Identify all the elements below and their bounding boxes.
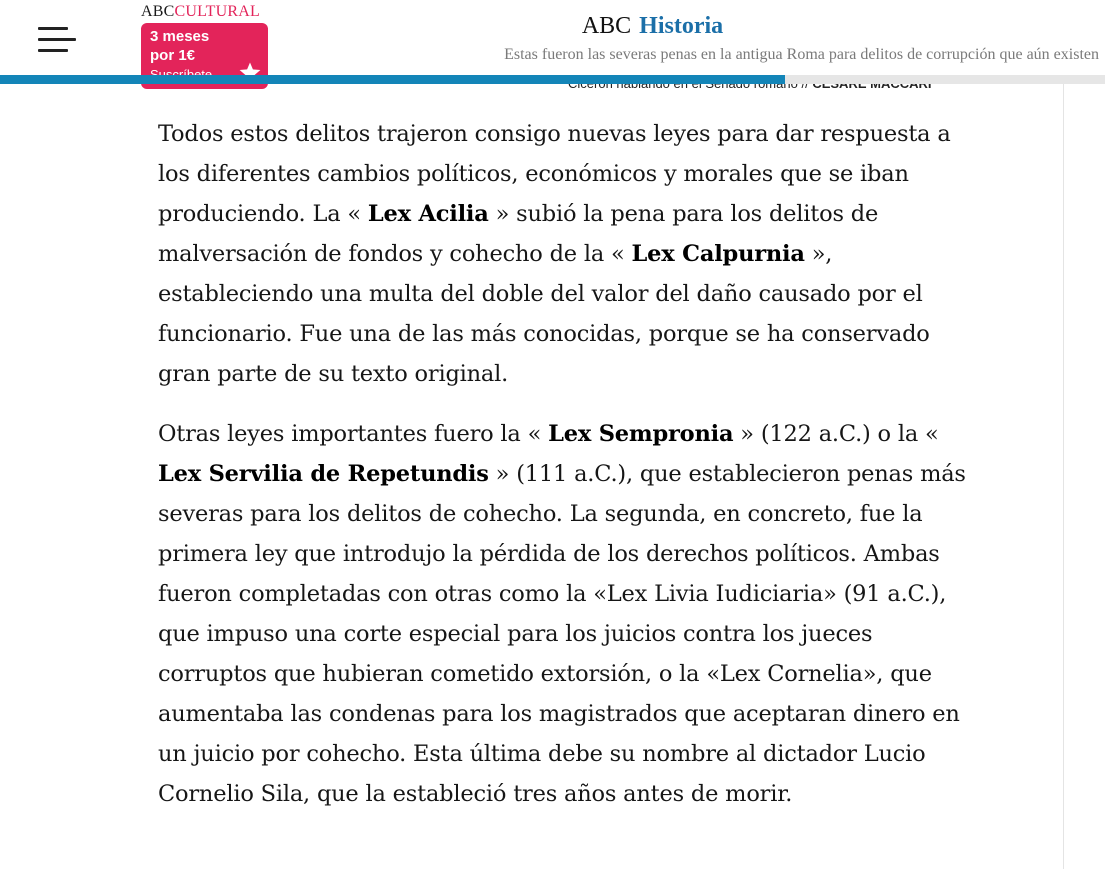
law-name-lex-sempronia: Lex Sempronia [548, 421, 734, 447]
article-body [158, 114, 988, 834]
promo-brand-abc: ABC [141, 3, 175, 20]
article-paragraph-1: Todos estos delitos trajeron consigo nuevas leyes para dar respuesta a los diferentes cambios políticos, económicos y morales que se iban produciendo. La « Lex Acilia » subió la pena para los delitos de malversación de fondos y cohecho de la « Lex Calpurnia », estableciendo una multa del doble del valor del daño causado por el funcionario. Fue una de las más conocidas, porque se ha conservado gran parte de su texto original. [158, 121, 951, 387]
promo-brand-cultural: CULTURAL [174, 3, 260, 20]
law-name-lex-calpurnia: Lex Calpurnia [631, 241, 805, 267]
law-name-lex-acilia: Lex Acilia [367, 201, 489, 227]
law-name-lex-servilia: Lex Servilia de Repetundis [158, 461, 489, 487]
reading-progress-fill [0, 75, 785, 84]
promo-offer-line1: 3 meses [150, 28, 210, 45]
site-header [0, 0, 1105, 84]
article-headline: Estas fueron las severas penas en la antigua Roma para delitos de corrupción que aún existen [504, 46, 1099, 63]
site-logo-abc[interactable]: ABC [581, 13, 632, 39]
reading-progress-bar [0, 75, 1105, 84]
site-title[interactable] [0, 12, 1105, 40]
section-name[interactable]: Historia [639, 13, 724, 39]
promo-offer-line2: por 1€ [150, 47, 196, 64]
article-paragraph-2: Otras leyes importantes fuero la « Lex Sempronia » (122 a.C.) o la « Lex Servilia de Repetundis » (111 a.C.), que establecieron penas más severas para los delitos de cohecho. La segunda, en concreto, fue la primera ley que introdujo la pérdida de los derechos políticos. Ambas fueron completadas con otras como la «Lex Livia Iudiciaria» (91 a.C.), que impuso una corte especial para los juicios contra los jueces corruptos que hubieran cometido extorsión, o la «Lex Cornelia», que aumentaba las condenas para los magistrados que aceptaran dinero en un juicio por cohecho. Esta última debe su nombre al dictador Lucio Cornelio Sila, que la estableció tres años antes de morir. [158, 421, 966, 807]
column-divider [1063, 84, 1064, 869]
